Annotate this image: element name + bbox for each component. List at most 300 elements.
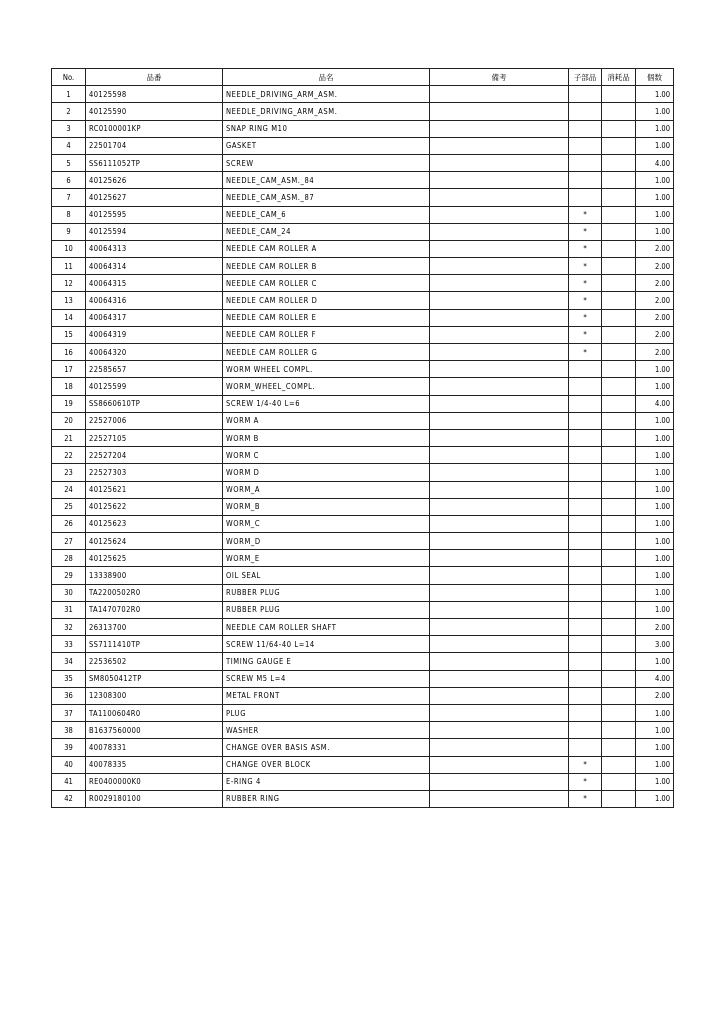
consumable-mark [602, 429, 636, 446]
row-number: 39 [52, 739, 86, 756]
quantity-cell: 1.00 [636, 464, 674, 481]
row-number: 4 [52, 137, 86, 154]
quantity-cell: 1.00 [636, 584, 674, 601]
sub-part-mark [569, 670, 602, 687]
row-number: 29 [52, 567, 86, 584]
remarks-cell [430, 601, 569, 618]
header-part-number: 品番 [86, 69, 223, 86]
part-number-cell: 40078335 [86, 756, 223, 773]
sub-part-mark [569, 378, 602, 395]
consumable-mark [602, 240, 636, 257]
consumable-mark [602, 636, 636, 653]
part-name-cell: NEEDLE_CAM_ASM._84 [223, 172, 430, 189]
quantity-cell: 4.00 [636, 395, 674, 412]
part-name-cell: WORM_A [223, 481, 430, 498]
row-number: 2 [52, 103, 86, 120]
sub-part-mark [569, 464, 602, 481]
part-number-cell: SS8660610TP [86, 395, 223, 412]
row-number: 8 [52, 206, 86, 223]
quantity-cell: 1.00 [636, 601, 674, 618]
remarks-cell [430, 309, 569, 326]
part-number-cell: 13338900 [86, 567, 223, 584]
part-name-cell: NEEDLE CAM ROLLER D [223, 292, 430, 309]
part-number-cell: R0029180100 [86, 790, 223, 807]
part-name-cell: WORM C [223, 447, 430, 464]
sub-part-mark [569, 533, 602, 550]
part-name-cell: E-RING 4 [223, 773, 430, 790]
part-name-cell: NEEDLE_CAM_ASM._87 [223, 189, 430, 206]
table-row [52, 687, 674, 704]
sub-part-mark [569, 550, 602, 567]
remarks-cell [430, 653, 569, 670]
row-number: 18 [52, 378, 86, 395]
remarks-cell [430, 481, 569, 498]
row-number: 3 [52, 120, 86, 137]
consumable-mark [602, 481, 636, 498]
part-name-cell: PLUG [223, 704, 430, 721]
remarks-cell [430, 86, 569, 103]
quantity-cell: 2.00 [636, 309, 674, 326]
quantity-cell: 1.00 [636, 120, 674, 137]
sub-part-mark [569, 86, 602, 103]
header-quantity: 個数 [636, 69, 674, 86]
row-number: 7 [52, 189, 86, 206]
consumable-mark [602, 103, 636, 120]
row-number: 22 [52, 447, 86, 464]
part-number-cell: TA1470702R0 [86, 601, 223, 618]
quantity-cell: 1.00 [636, 653, 674, 670]
consumable-mark [602, 120, 636, 137]
consumable-mark [602, 722, 636, 739]
part-number-cell: 40125598 [86, 86, 223, 103]
consumable-mark [602, 773, 636, 790]
sub-part-mark: * [569, 292, 602, 309]
row-number: 24 [52, 481, 86, 498]
sub-part-mark [569, 653, 602, 670]
remarks-cell [430, 292, 569, 309]
quantity-cell: 2.00 [636, 275, 674, 292]
sub-part-mark: * [569, 756, 602, 773]
sub-part-mark [569, 739, 602, 756]
part-number-cell: 40125595 [86, 206, 223, 223]
quantity-cell: 2.00 [636, 687, 674, 704]
quantity-cell: 2.00 [636, 258, 674, 275]
remarks-cell [430, 533, 569, 550]
remarks-cell [430, 412, 569, 429]
remarks-cell [430, 378, 569, 395]
quantity-cell: 1.00 [636, 498, 674, 515]
row-number: 35 [52, 670, 86, 687]
table-row [52, 790, 674, 807]
part-number-cell: 22527303 [86, 464, 223, 481]
row-number: 17 [52, 361, 86, 378]
part-name-cell: NEEDLE_DRIVING_ARM_ASM. [223, 86, 430, 103]
remarks-cell [430, 137, 569, 154]
remarks-cell [430, 498, 569, 515]
sub-part-mark [569, 137, 602, 154]
consumable-mark [602, 86, 636, 103]
part-name-cell: NEEDLE CAM ROLLER A [223, 240, 430, 257]
consumable-mark [602, 326, 636, 343]
remarks-cell [430, 223, 569, 240]
row-number: 31 [52, 601, 86, 618]
part-number-cell: 22501704 [86, 137, 223, 154]
quantity-cell: 1.00 [636, 481, 674, 498]
quantity-cell: 1.00 [636, 86, 674, 103]
remarks-cell [430, 790, 569, 807]
row-number: 40 [52, 756, 86, 773]
remarks-cell [430, 756, 569, 773]
sub-part-mark: * [569, 773, 602, 790]
remarks-cell [430, 687, 569, 704]
consumable-mark [602, 601, 636, 618]
sub-part-mark [569, 584, 602, 601]
sub-part-mark [569, 172, 602, 189]
sub-part-mark [569, 103, 602, 120]
row-number: 23 [52, 464, 86, 481]
quantity-cell: 1.00 [636, 533, 674, 550]
part-name-cell: GASKET [223, 137, 430, 154]
table-header-row [52, 69, 674, 86]
part-number-cell: 40125626 [86, 172, 223, 189]
quantity-cell: 4.00 [636, 154, 674, 171]
consumable-mark [602, 515, 636, 532]
table-row [52, 120, 674, 137]
part-number-cell: 40125599 [86, 378, 223, 395]
consumable-mark [602, 533, 636, 550]
table-row [52, 481, 674, 498]
row-number: 41 [52, 773, 86, 790]
remarks-cell [430, 395, 569, 412]
consumable-mark [602, 378, 636, 395]
table-row [52, 223, 674, 240]
sub-part-mark [569, 481, 602, 498]
table-row [52, 550, 674, 567]
part-name-cell: NEEDLE_DRIVING_ARM_ASM. [223, 103, 430, 120]
row-number: 12 [52, 275, 86, 292]
sub-part-mark [569, 498, 602, 515]
part-number-cell: 12308300 [86, 687, 223, 704]
part-number-cell: 40125594 [86, 223, 223, 240]
consumable-mark [602, 619, 636, 636]
parts-table [51, 68, 674, 808]
sub-part-mark: * [569, 344, 602, 361]
sub-part-mark: * [569, 240, 602, 257]
quantity-cell: 1.00 [636, 103, 674, 120]
part-number-cell: 22527006 [86, 412, 223, 429]
row-number: 36 [52, 687, 86, 704]
part-number-cell: 40125623 [86, 515, 223, 532]
remarks-cell [430, 206, 569, 223]
quantity-cell: 1.00 [636, 756, 674, 773]
part-name-cell: WORM_C [223, 515, 430, 532]
part-name-cell: NEEDLE CAM ROLLER B [223, 258, 430, 275]
sub-part-mark [569, 636, 602, 653]
remarks-cell [430, 429, 569, 446]
row-number: 6 [52, 172, 86, 189]
consumable-mark [602, 361, 636, 378]
table-row [52, 653, 674, 670]
table-row [52, 103, 674, 120]
part-name-cell: NEEDLE CAM ROLLER F [223, 326, 430, 343]
part-name-cell: SCREW 11/64-40 L=14 [223, 636, 430, 653]
table-row [52, 704, 674, 721]
part-number-cell: SM8050412TP [86, 670, 223, 687]
consumable-mark [602, 309, 636, 326]
sub-part-mark [569, 154, 602, 171]
table-row [52, 395, 674, 412]
row-number: 15 [52, 326, 86, 343]
sub-part-mark [569, 619, 602, 636]
quantity-cell: 1.00 [636, 137, 674, 154]
header-remarks: 備考 [430, 69, 569, 86]
part-name-cell: RUBBER PLUG [223, 584, 430, 601]
consumable-mark [602, 189, 636, 206]
sub-part-mark [569, 567, 602, 584]
consumable-mark [602, 584, 636, 601]
consumable-mark [602, 292, 636, 309]
row-number: 33 [52, 636, 86, 653]
quantity-cell: 1.00 [636, 172, 674, 189]
consumable-mark [602, 567, 636, 584]
quantity-cell: 1.00 [636, 361, 674, 378]
row-number: 37 [52, 704, 86, 721]
remarks-cell [430, 515, 569, 532]
consumable-mark [602, 206, 636, 223]
consumable-mark [602, 137, 636, 154]
consumable-mark [602, 464, 636, 481]
table-row [52, 412, 674, 429]
consumable-mark [602, 223, 636, 240]
part-name-cell: NEEDLE_CAM_24 [223, 223, 430, 240]
row-number: 20 [52, 412, 86, 429]
part-number-cell: RC0100001KP [86, 120, 223, 137]
part-number-cell: B1637560000 [86, 722, 223, 739]
row-number: 9 [52, 223, 86, 240]
part-name-cell: WORM A [223, 412, 430, 429]
part-number-cell: RE0400000K0 [86, 773, 223, 790]
sub-part-mark [569, 361, 602, 378]
consumable-mark [602, 739, 636, 756]
table-row [52, 601, 674, 618]
table-row [52, 498, 674, 515]
part-name-cell: NEEDLE_CAM_6 [223, 206, 430, 223]
sub-part-mark: * [569, 206, 602, 223]
quantity-cell: 1.00 [636, 790, 674, 807]
header-part-name: 品名 [223, 69, 430, 86]
consumable-mark [602, 275, 636, 292]
row-number: 5 [52, 154, 86, 171]
part-name-cell: SNAP RING M10 [223, 120, 430, 137]
table-row [52, 773, 674, 790]
table-row [52, 429, 674, 446]
sub-part-mark [569, 395, 602, 412]
remarks-cell [430, 722, 569, 739]
part-name-cell: WORM B [223, 429, 430, 446]
quantity-cell: 1.00 [636, 412, 674, 429]
consumable-mark [602, 790, 636, 807]
quantity-cell: 1.00 [636, 189, 674, 206]
quantity-cell: 3.00 [636, 636, 674, 653]
part-number-cell: 40078331 [86, 739, 223, 756]
part-number-cell: SS7111410TP [86, 636, 223, 653]
consumable-mark [602, 498, 636, 515]
part-name-cell: NEEDLE CAM ROLLER E [223, 309, 430, 326]
row-number: 32 [52, 619, 86, 636]
table-row [52, 189, 674, 206]
sub-part-mark: * [569, 223, 602, 240]
part-name-cell: RUBBER PLUG [223, 601, 430, 618]
quantity-cell: 1.00 [636, 567, 674, 584]
part-number-cell: 22585657 [86, 361, 223, 378]
part-number-cell: 40125622 [86, 498, 223, 515]
consumable-mark [602, 670, 636, 687]
table-row [52, 258, 674, 275]
table-row [52, 86, 674, 103]
part-name-cell: TIMING GAUGE E [223, 653, 430, 670]
sub-part-mark [569, 447, 602, 464]
quantity-cell: 1.00 [636, 773, 674, 790]
remarks-cell [430, 739, 569, 756]
table-row [52, 756, 674, 773]
part-number-cell: 40125624 [86, 533, 223, 550]
row-number: 14 [52, 309, 86, 326]
quantity-cell: 1.00 [636, 447, 674, 464]
part-name-cell: METAL FRONT [223, 687, 430, 704]
part-number-cell: 40064314 [86, 258, 223, 275]
sub-part-mark [569, 722, 602, 739]
quantity-cell: 1.00 [636, 722, 674, 739]
part-name-cell: SCREW [223, 154, 430, 171]
part-name-cell: SCREW 1/4-40 L=6 [223, 395, 430, 412]
sub-part-mark: * [569, 258, 602, 275]
row-number: 27 [52, 533, 86, 550]
part-name-cell: WORM_WHEEL_COMPL. [223, 378, 430, 395]
remarks-cell [430, 670, 569, 687]
part-name-cell: WORM_E [223, 550, 430, 567]
row-number: 21 [52, 429, 86, 446]
table-row [52, 670, 674, 687]
part-name-cell: NEEDLE CAM ROLLER G [223, 344, 430, 361]
remarks-cell [430, 704, 569, 721]
remarks-cell [430, 240, 569, 257]
quantity-cell: 2.00 [636, 344, 674, 361]
remarks-cell [430, 103, 569, 120]
part-number-cell: 40125625 [86, 550, 223, 567]
row-number: 13 [52, 292, 86, 309]
sub-part-mark [569, 120, 602, 137]
part-name-cell: NEEDLE CAM ROLLER SHAFT [223, 619, 430, 636]
quantity-cell: 1.00 [636, 515, 674, 532]
remarks-cell [430, 584, 569, 601]
part-name-cell: NEEDLE CAM ROLLER C [223, 275, 430, 292]
consumable-mark [602, 344, 636, 361]
part-name-cell: WORM WHEEL COMPL. [223, 361, 430, 378]
part-number-cell: 22536502 [86, 653, 223, 670]
part-name-cell: WORM_B [223, 498, 430, 515]
sub-part-mark [569, 429, 602, 446]
part-number-cell: TA2200502R0 [86, 584, 223, 601]
sub-part-mark [569, 515, 602, 532]
consumable-mark [602, 447, 636, 464]
remarks-cell [430, 447, 569, 464]
consumable-mark [602, 756, 636, 773]
quantity-cell: 2.00 [636, 292, 674, 309]
table-row [52, 378, 674, 395]
sub-part-mark: * [569, 309, 602, 326]
row-number: 25 [52, 498, 86, 515]
row-number: 1 [52, 86, 86, 103]
quantity-cell: 1.00 [636, 378, 674, 395]
part-number-cell: 40064319 [86, 326, 223, 343]
quantity-cell: 1.00 [636, 429, 674, 446]
table-row [52, 292, 674, 309]
consumable-mark [602, 412, 636, 429]
header-sub-part: 子部品 [569, 69, 602, 86]
part-number-cell: 40125621 [86, 481, 223, 498]
quantity-cell: 1.00 [636, 704, 674, 721]
table-row [52, 515, 674, 532]
header-no: No. [52, 69, 86, 86]
remarks-cell [430, 326, 569, 343]
table-row [52, 172, 674, 189]
part-number-cell: 40125590 [86, 103, 223, 120]
table-row [52, 464, 674, 481]
quantity-cell: 1.00 [636, 223, 674, 240]
row-number: 10 [52, 240, 86, 257]
remarks-cell [430, 464, 569, 481]
table-row [52, 326, 674, 343]
remarks-cell [430, 550, 569, 567]
part-number-cell: TA1100604R0 [86, 704, 223, 721]
remarks-cell [430, 619, 569, 636]
sub-part-mark [569, 704, 602, 721]
sub-part-mark: * [569, 790, 602, 807]
part-number-cell: 40125627 [86, 189, 223, 206]
table-row [52, 533, 674, 550]
remarks-cell [430, 154, 569, 171]
part-name-cell: RUBBER RING [223, 790, 430, 807]
part-number-cell: SS6111052TP [86, 154, 223, 171]
part-name-cell: OIL SEAL [223, 567, 430, 584]
consumable-mark [602, 704, 636, 721]
sub-part-mark [569, 412, 602, 429]
remarks-cell [430, 361, 569, 378]
table-row [52, 584, 674, 601]
table-row [52, 154, 674, 171]
part-number-cell: 40064313 [86, 240, 223, 257]
table-row [52, 206, 674, 223]
quantity-cell: 1.00 [636, 550, 674, 567]
table-row [52, 275, 674, 292]
part-name-cell: CHANGE OVER BLOCK [223, 756, 430, 773]
consumable-mark [602, 258, 636, 275]
table-row [52, 619, 674, 636]
sub-part-mark: * [569, 326, 602, 343]
table-row [52, 137, 674, 154]
table-row [52, 447, 674, 464]
table-row [52, 739, 674, 756]
part-number-cell: 40064315 [86, 275, 223, 292]
consumable-mark [602, 687, 636, 704]
table-row [52, 567, 674, 584]
quantity-cell: 2.00 [636, 619, 674, 636]
quantity-cell: 2.00 [636, 240, 674, 257]
quantity-cell: 1.00 [636, 739, 674, 756]
part-name-cell: CHANGE OVER BASIS ASM. [223, 739, 430, 756]
table-row [52, 636, 674, 653]
quantity-cell: 2.00 [636, 326, 674, 343]
